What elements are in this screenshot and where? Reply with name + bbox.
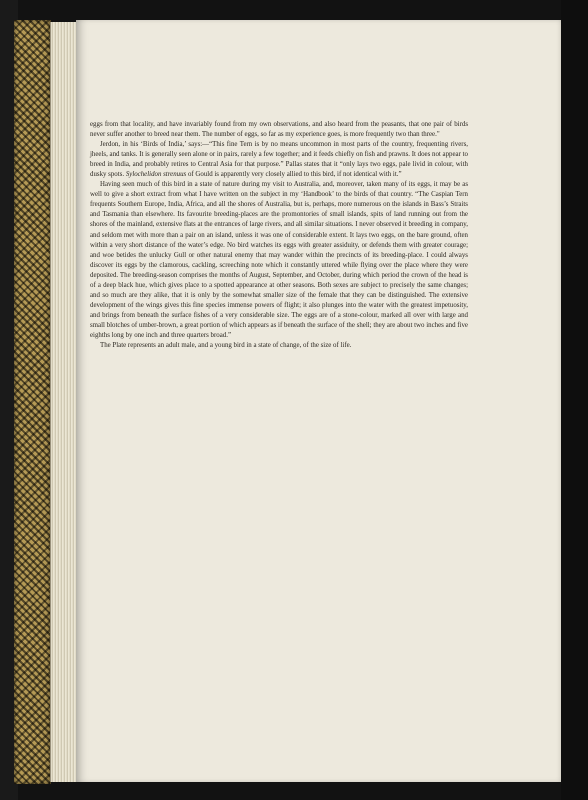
paragraph-1: eggs from that locality, and have invariably found from my own observations, and also heard from the peasants, that one pair of birds never suffer another to breed near them. The number of eggs, so far as my experience goes, is more frequently two than three.": [90, 121, 468, 139]
paragraph-4: The Plate represents an adult male, and a young bird in a state of change, of the size of life.: [100, 342, 352, 350]
paragraph-3: Having seen much of this bird in a state of nature during my visit to Australia, and, moreover, taken many of its eggs, it may be as well to give a short extract from what I have written on the subject in my ‘Handbook’ to the birds of that country. “The Caspian Tern frequents Southern Europe, India, Africa, and all the shores of Australia, but is, perhaps, more numerous on the islands in Bass’s Straits and Tasmania than elsewhere. Its favourite breeding-places are the promontories of small islands, spits of land running out from the shores of the mainland, extensive flats at the entrances of large rivers, and all similar situations. I never observed it breeding in company, and seldom met with more than a pair on an island, unless it was one of considerable extent. It lays two eggs, on the bare ground, often within a very short distance of the water’s edge. No bird watches its eggs with greater assiduity, or defends them with greater courage; and woe betides the unlucky Gull or other natural enemy that may wander within the precincts of its breeding-place. I could always discover its eggs by the clamorous, cackling, screeching note which it constantly uttered while flying over the place where they were deposited. The breeding-season comprises the months of August, September, and October, during which period the crown of the head is of a deep black hue, which gives place to a spotted appearance at other seasons. Both sexes are subject to precisely the same changes; and so much are they alike, that it is only by the somewhat smaller size of the female that they can be distinguished. The extensive development of the wings gives this fine species immense powers of flight; it also plunges into the water with the greatest impetuosity, and brings from beneath the surface fishes of a very considerable size. The eggs are of a stone-colour, marked all over with large and small blotches of umber-brown, a great portion of which appears as if beneath the surface of the shell; they are about two inches and five eighths long by one inch and three quarters broad.”: [90, 181, 468, 339]
book-binding-spine: [14, 20, 51, 784]
page-edges: [50, 22, 79, 782]
page-text: [90, 120, 468, 351]
paragraph-2-text: Jerdon, in his ‘Birds of India,’ says:—“This fine Tern is by no means uncommon in most parts of the country, frequenting rivers, jheels, and tanks. It is generally seen alone or in pairs, rarely a few together; and it feeds chiefly on fish and prawns. It does not appear to breed in India, and probably retires to Central Asia for that purpose.” Pallas states that it “only lays two eggs, pale livid in colour, with dusky spots.: [90, 141, 468, 179]
species-name: Sylochelidon strenuus: [125, 171, 187, 179]
paragraph-2-tail: of Gould is apparently very closely allied to this bird, if not identical with it.”: [186, 171, 402, 179]
paragraph-2: [90, 140, 468, 180]
scan-right-margin: [561, 0, 588, 800]
